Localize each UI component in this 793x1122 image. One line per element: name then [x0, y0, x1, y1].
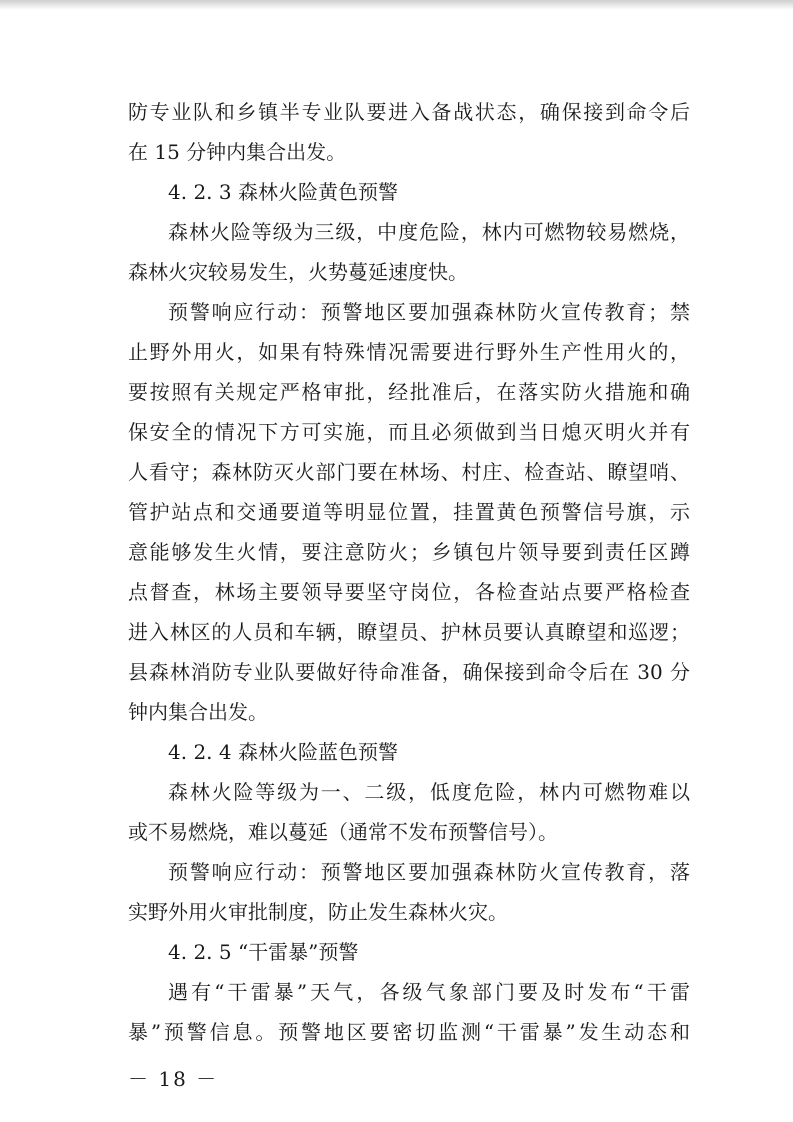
page-number: － 18 － [128, 1067, 219, 1091]
text-line: 暴”预警信息。预警地区要密切监测“干雷暴”发生动态和 [128, 1020, 690, 1044]
text-line: 意能够发生火情，要注意防火；乡镇包片领导要到责任区蹲 [128, 540, 690, 564]
text-line: 或不易燃烧，难以蔓延（通常不发布预警信号）。 [128, 820, 558, 844]
text-line: 实野外用火审批制度，防止发生森林火灾。 [128, 900, 508, 924]
section-heading: 4. 2. 3 森林火险黄色预警 [168, 180, 398, 204]
text-line: 止野外用火，如果有特殊情况需要进行野外生产性用火的， [128, 340, 690, 364]
text-line: 在 15 分钟内集合出发。 [128, 140, 347, 164]
text-line: 进入林区的人员和车辆，瞭望员、护林员要认真瞭望和巡逻； [128, 620, 690, 644]
text-line: 人看守；森林防灭火部门要在林场、村庄、检查站、瞭望哨、 [128, 460, 690, 484]
text-line: 预警响应行动：预警地区要加强森林防火宣传教育，落 [168, 860, 690, 884]
text-line: 县森林消防专业队要做好待命准备，确保接到命令后在 30 分 [128, 660, 690, 684]
document-body [128, 92, 690, 1052]
text-line: 防专业队和乡镇半专业队要进入备战状态，确保接到命令后 [128, 100, 690, 124]
text-line: 森林火险等级为一、二级，低度危险，林内可燃物难以 [168, 780, 690, 804]
text-line: 要按照有关规定严格审批，经批准后，在落实防火措施和确 [128, 380, 690, 404]
section-heading: 4. 2. 4 森林火险蓝色预警 [168, 740, 398, 764]
scan-top-edge [0, 0, 793, 10]
text-line: 钟内集合出发。 [128, 700, 268, 724]
text-line: 森林火险等级为三级，中度危险，林内可燃物较易燃烧， [168, 220, 690, 244]
section-heading: 4. 2. 5 “干雷暴”预警 [168, 940, 359, 964]
text-line: 遇有“干雷暴”天气，各级气象部门要及时发布“干雷 [168, 980, 690, 1004]
text-line: 预警响应行动：预警地区要加强森林防火宣传教育；禁 [168, 300, 690, 324]
text-line: 保安全的情况下方可实施，而且必须做到当日熄灭明火并有 [128, 420, 690, 444]
text-line: 森林火灾较易发生，火势蔓延速度快。 [128, 260, 468, 284]
text-line: 点督查，林场主要领导要坚守岗位，各检查站点要严格检查 [128, 580, 690, 604]
text-line: 管护站点和交通要道等明显位置，挂置黄色预警信号旗，示 [128, 500, 690, 524]
